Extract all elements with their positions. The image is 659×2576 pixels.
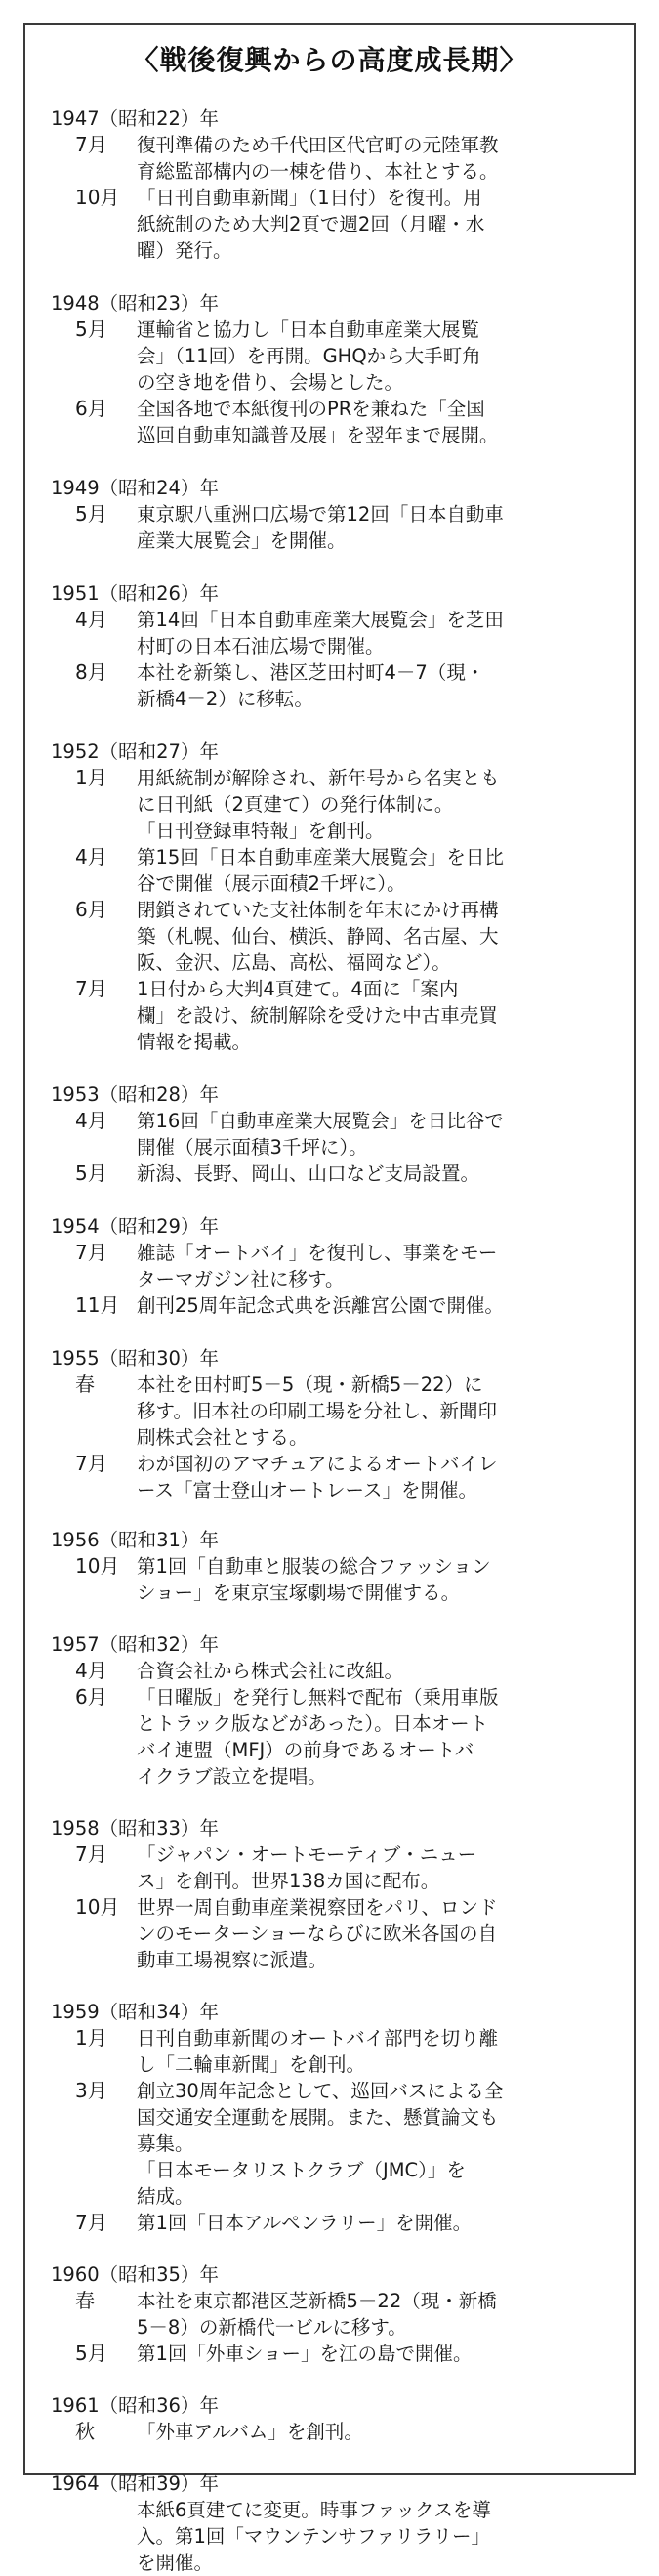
entry-month: 10月 — [75, 1554, 120, 1578]
entry-month: 4月 — [75, 845, 107, 868]
entry-text-line: 紙統制のため大判2頁で週2回（月曜・水 — [137, 213, 485, 235]
year-heading: 1956（昭和31）年 — [51, 1529, 219, 1551]
timeline-entry — [51, 1841, 617, 1894]
timeline-entry — [51, 396, 617, 448]
timeline-entry — [51, 2210, 617, 2236]
entry-text-line: 移す。旧本社の印刷工場を分社し、新聞印 — [137, 1400, 497, 1422]
entry-month: 春 — [75, 1372, 95, 1396]
entry-text-line: とトラック版などがあった）。日本オート — [137, 1712, 489, 1735]
entry-text-line: 創立30周年記念として、巡回バスによる全 — [137, 2080, 504, 2102]
entry-text-line: ス」を創刊。世界138カ国に配布。 — [137, 1870, 440, 1892]
entry-text-line: 5－8）の新橋代一ビルに移す。 — [137, 2316, 407, 2339]
entry-text — [137, 1894, 617, 1973]
timeline-entry — [51, 132, 617, 185]
entry-text — [137, 1553, 617, 1606]
entry-month: 7月 — [75, 1842, 107, 1866]
entry-text-line: 「外車アルバム」を創刊。 — [137, 2421, 363, 2443]
entry-text-line: 世界一周自動車産業視察団をパリ、ロンド — [137, 1896, 498, 1919]
entry-month: 8月 — [75, 660, 107, 684]
timeline-entry — [51, 1240, 617, 1292]
entry-text-line: 創刊25周年記念式典を浜離宮公園で開催。 — [137, 1294, 504, 1317]
entry-text-line: 「日刊登録車特報」を創刊。 — [137, 820, 385, 842]
entry-text-line: 合資会社から株式会社に改組。 — [137, 1660, 404, 1682]
entry-text — [137, 132, 617, 185]
entry-text — [137, 1684, 617, 1790]
entry-text-line: 「日曜版」を発行し無料で配布（乗用車版 — [137, 1686, 499, 1709]
timeline — [51, 106, 617, 2576]
entry-month: 1月 — [75, 766, 107, 789]
year-block — [51, 1999, 617, 2236]
entry-text — [137, 2078, 617, 2210]
entry-text-line: 築（札幌、仙台、横浜、静岡、名古屋、大 — [137, 925, 499, 948]
entry-text-line: 巡回自動車知識普及展」を翌年まで展開。 — [137, 424, 499, 446]
entry-text-line: 第1回「自動車と服装の総合ファッション — [137, 1555, 491, 1578]
entry-text-line: に日刊紙（2頁建て）の発行体制に。 — [137, 793, 454, 816]
entry-text-line: 用紙統制が解除され、新年号から名実とも — [137, 767, 500, 789]
year-heading: 1951（昭和26）年 — [51, 582, 219, 605]
year-heading: 1961（昭和36）年 — [51, 2394, 219, 2417]
entry-text — [137, 1161, 617, 1187]
timeline-entry — [51, 1684, 617, 1790]
entry-text-line: 「日刊自動車新聞」（1日付）を復刊。用 — [137, 187, 482, 209]
entry-text-line: 「日本モータリストクラブ（JMC）」を — [137, 2159, 466, 2181]
year-block — [51, 1527, 617, 1606]
year-heading: 1955（昭和30）年 — [51, 1347, 219, 1370]
page-title: 〈戦後復興からの高度成長期〉 — [131, 44, 528, 76]
year-block — [51, 1213, 617, 1319]
timeline-entry — [51, 1292, 617, 1319]
timeline-entry — [51, 1658, 617, 1684]
entry-text — [137, 1240, 617, 1292]
entry-text-line: ショー」を東京宝塚劇場で開催する。 — [137, 1582, 461, 1604]
entry-month: 7月 — [75, 1241, 107, 1264]
entry-text — [137, 659, 617, 712]
entry-text-line: バイ連盟（MFJ）の前身であるオートバ — [137, 1739, 474, 1761]
entry-text-line: 欄」を設け、統制解除を受けた中古車売買 — [137, 1004, 498, 1027]
year-block — [51, 2392, 617, 2445]
entry-month: 5月 — [75, 2342, 107, 2365]
entry-text — [137, 1292, 617, 1319]
entry-text-line: の空き地を借り、会場とした。 — [137, 371, 404, 394]
entry-month: 7月 — [75, 977, 107, 1000]
entry-text-line: わが国初のアマチュアによるオートバイレ — [137, 1453, 498, 1475]
year-block — [51, 1081, 617, 1187]
timeline-entry — [51, 1894, 617, 1973]
entry-text-line: 新潟、長野、岡山、山口など支局設置。 — [137, 1162, 480, 1185]
entry-text-line: 第1回「外車ショー」を江の島で開催。 — [137, 2343, 473, 2365]
year-heading: 1952（昭和27）年 — [51, 740, 219, 763]
entry-text — [137, 897, 617, 976]
entry-text-line: 情報を掲載。 — [137, 1031, 252, 1053]
year-block — [51, 1815, 617, 1973]
entry-text-line: 第15回「日本自動車産業大展覧会」を日比 — [137, 846, 504, 868]
year-block — [51, 580, 617, 712]
entry-text-line: 国交通安全運動を展開。また、懸賞論文も — [137, 2106, 499, 2129]
entry-text-line: 曜）発行。 — [137, 239, 232, 262]
entry-text — [137, 2419, 617, 2445]
timeline-entry — [51, 317, 617, 396]
entry-text — [137, 2025, 617, 2078]
year-block — [51, 290, 617, 448]
timeline-entry — [51, 2419, 617, 2445]
year-heading: 1949（昭和24）年 — [51, 477, 219, 499]
timeline-entry — [51, 1451, 617, 1503]
entry-text-line: 開催（展示面積3千坪に）。 — [137, 1136, 368, 1159]
year-heading: 1959（昭和34）年 — [51, 2001, 219, 2023]
timeline-entry — [51, 1553, 617, 1606]
year-heading: 1954（昭和29）年 — [51, 1215, 219, 1238]
entry-text — [137, 501, 617, 554]
entry-month: 7月 — [75, 133, 107, 156]
year-heading: 1964（昭和39）年 — [51, 2472, 219, 2495]
entry-text-line: 本社を新築し、港区芝田村町4－7（現・ — [137, 661, 485, 684]
entry-text-line: 新橋4－2）に移転。 — [137, 688, 313, 710]
timeline-entry — [51, 2341, 617, 2367]
entry-text-line: ース「富士登山オートレース」を開催。 — [137, 1479, 478, 1501]
entry-text-line: 運輸省と協力し「日本自動車産業大展覧 — [137, 318, 480, 341]
entry-text-line: 日刊自動車新聞のオートバイ部門を切り離 — [137, 2027, 499, 2049]
entry-month: 10月 — [75, 1895, 120, 1919]
entry-month: 3月 — [75, 2079, 107, 2102]
entry-month: 5月 — [75, 1161, 107, 1185]
timeline-entry — [51, 1108, 617, 1161]
entry-text — [137, 2341, 617, 2367]
timeline-entry — [51, 2078, 617, 2210]
entry-text — [137, 1451, 617, 1503]
entry-month: 5月 — [75, 502, 107, 526]
entry-text — [137, 1108, 617, 1161]
entry-text-line: ンのモーターショーならびに欧米各国の自 — [137, 1922, 497, 1945]
entry-month: 7月 — [75, 1452, 107, 1475]
timeline-entry — [51, 1372, 617, 1451]
entry-text-line: イクラブ設立を提唱。 — [137, 1765, 327, 1788]
entry-text-line: し「二輪車新聞」を創刊。 — [137, 2053, 366, 2076]
entry-text-line: 第1回「日本アルペンラリー」を開催。 — [137, 2212, 473, 2234]
entry-text — [137, 2288, 617, 2341]
entry-text-line: 第16回「自動車産業大展覧会」を日比谷で — [137, 1110, 504, 1132]
entry-month: 4月 — [75, 608, 107, 631]
year-block — [51, 106, 617, 264]
entry-month: 6月 — [75, 898, 107, 921]
year-block — [51, 739, 617, 1055]
entry-text-line: 谷で開催（展示面積2千坪に）。 — [137, 872, 406, 895]
entry-text-line: 産業大展覧会」を開催。 — [137, 529, 347, 552]
entry-text-line: を開催。 — [137, 2552, 214, 2574]
entry-text-line: 復刊準備のため千代田区代官町の元陸軍教 — [137, 134, 499, 156]
entry-text-line: ターマガジン社に移す。 — [137, 1268, 345, 1290]
entry-month: 春 — [75, 2289, 95, 2312]
entry-text-line: 全国各地で本紙復刊のPRを兼ねた「全国 — [137, 398, 485, 420]
year-block — [51, 1631, 617, 1790]
entry-text-line: 村町の日本石油広場で開催。 — [137, 635, 385, 657]
entry-text — [137, 396, 617, 448]
entry-month: 4月 — [75, 1109, 107, 1132]
timeline-entry — [51, 976, 617, 1055]
year-heading: 1957（昭和32）年 — [51, 1633, 219, 1656]
entry-month: 1月 — [75, 2026, 107, 2049]
entry-text-line: 刷株式会社とする。 — [137, 1426, 309, 1449]
entry-month: 秋 — [75, 2420, 95, 2443]
entry-text-line: 1日付から大判4頁建て。4面に「案内 — [137, 978, 459, 1000]
timeline-entry — [51, 659, 617, 712]
timeline-entry — [51, 501, 617, 554]
entry-month: 4月 — [75, 1659, 107, 1682]
entry-month: 6月 — [75, 397, 107, 420]
entry-text — [137, 1841, 617, 1894]
entry-text-line: 動車工場視察に派遣。 — [137, 1949, 328, 1971]
entry-text — [137, 1658, 617, 1684]
entry-text — [137, 317, 617, 396]
entry-text — [137, 2497, 617, 2576]
entry-text-line: 結成。 — [137, 2185, 194, 2208]
entry-text — [137, 607, 617, 659]
entry-month: 10月 — [75, 186, 120, 209]
entry-text-line: 入。第1回「マウンテンサファリラリー」 — [137, 2525, 491, 2548]
entry-text-line: 閉鎖されていた支社体制を年末にかけ再構 — [137, 899, 499, 921]
year-block — [51, 1345, 617, 1503]
year-heading: 1958（昭和33）年 — [51, 1817, 219, 1839]
entry-text-line: 阪、金沢、広島、高松、福岡など）。 — [137, 951, 451, 974]
entry-text — [137, 976, 617, 1055]
entry-month: 6月 — [75, 1685, 107, 1709]
entry-text-line: 本紙6頁建てに変更。時事ファックスを導 — [137, 2499, 491, 2521]
year-heading: 1960（昭和35）年 — [51, 2263, 219, 2286]
entry-text — [137, 844, 617, 897]
entry-text-line: 第14回「日本自動車産業大展覧会」を芝田 — [137, 609, 504, 631]
timeline-entry — [51, 2288, 617, 2341]
entry-text-line: 本社を東京都港区芝新橋5－22（現・新橋 — [137, 2290, 497, 2312]
timeline-entry — [51, 2025, 617, 2078]
year-block — [51, 2261, 617, 2367]
entry-text — [137, 2210, 617, 2236]
year-heading: 1953（昭和28）年 — [51, 1083, 219, 1106]
timeline-entry — [51, 844, 617, 897]
timeline-entry — [51, 765, 617, 844]
timeline-entry — [51, 1161, 617, 1187]
timeline-entry — [51, 2497, 617, 2576]
entry-text-line: 募集。 — [137, 2133, 194, 2155]
entry-text — [137, 1372, 617, 1451]
entry-text — [137, 185, 617, 264]
entry-month: 7月 — [75, 2211, 107, 2234]
entry-text-line: 育総監部構内の一棟を借り、本社とする。 — [137, 160, 499, 183]
timeline-entry — [51, 897, 617, 976]
entry-text-line: 雑誌「オートバイ」を復刊し、事業をモー — [137, 1242, 498, 1264]
entry-text-line: 本社を田村町5－5（現・新橋5－22）に — [137, 1373, 483, 1396]
year-heading: 1948（昭和23）年 — [51, 292, 219, 315]
entry-text-line: 会」（11回）を再開。GHQから大手町角 — [137, 345, 481, 367]
entry-text-line: 東京駅八重洲口広場で第12回「日本自動車 — [137, 503, 504, 526]
year-heading: 1947（昭和22）年 — [51, 107, 219, 130]
entry-text-line: 「ジャパン・オートモーティブ・ニュー — [137, 1843, 477, 1866]
entry-text — [137, 765, 617, 844]
entry-month: 5月 — [75, 317, 107, 341]
timeline-entry — [51, 185, 617, 264]
year-block — [51, 475, 617, 554]
entry-month: 11月 — [75, 1293, 120, 1317]
year-block — [51, 2470, 617, 2576]
timeline-entry — [51, 607, 617, 659]
